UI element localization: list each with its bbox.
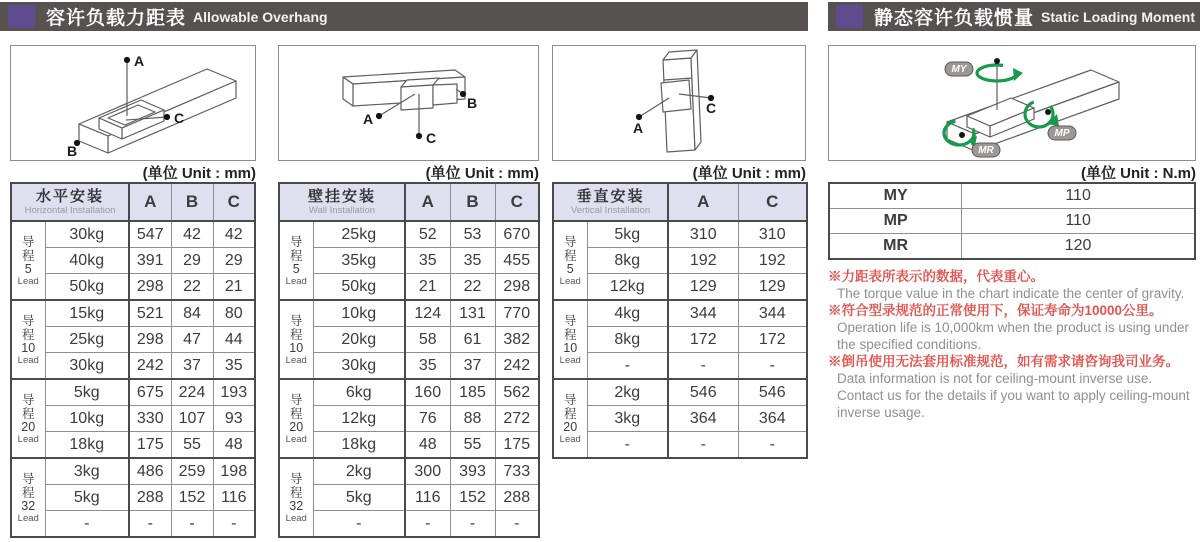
value-cell: 521 — [129, 300, 171, 327]
section-title — [874, 2, 1195, 31]
spec-row — [279, 485, 539, 511]
value-cell: 35 — [405, 248, 450, 274]
spec-row — [279, 432, 539, 459]
my-arrowhead — [1013, 68, 1023, 81]
lead-word: Lead — [285, 354, 307, 366]
lead-word: Lead — [17, 275, 39, 287]
spec-row — [279, 221, 539, 248]
spec-row — [279, 327, 539, 353]
moment-row — [829, 234, 1195, 260]
moment-value-cell: 110 — [962, 183, 1195, 209]
value-cell: 242 — [495, 353, 539, 380]
load-cell: 6kg — [313, 379, 405, 406]
unit-label-nm: (单位 Unit : N.m) — [1081, 165, 1196, 182]
load-cell: 2kg — [313, 458, 405, 485]
col-header-C: C — [495, 183, 539, 221]
lead-char: 导 — [289, 313, 303, 328]
spec-row — [553, 300, 807, 327]
col-header-A: A — [668, 183, 738, 221]
value-cell: 55 — [171, 432, 213, 459]
moment-value-cell: 110 — [962, 209, 1195, 234]
section-title — [46, 2, 328, 31]
table-title-en: Vertical Installation — [570, 205, 651, 216]
lead-char: 程 — [21, 327, 35, 342]
value-cell: 42 — [213, 221, 255, 248]
value-cell: 21 — [405, 274, 450, 301]
value-cell: 310 — [668, 221, 738, 248]
badge-mr: MR — [978, 145, 994, 156]
value-cell: 364 — [738, 406, 807, 432]
lead-char: 导 — [21, 392, 35, 407]
value-cell: 172 — [738, 327, 807, 353]
label-c: C — [706, 100, 717, 116]
value-cell: 185 — [450, 379, 495, 406]
load-cell: 3kg — [587, 406, 668, 432]
overhang-table-vertical — [552, 182, 808, 459]
value-cell: 22 — [171, 274, 213, 301]
lead-group-cell — [11, 458, 45, 537]
value-cell: 192 — [738, 248, 807, 274]
lead-number: 5 — [566, 261, 574, 276]
spec-row — [11, 458, 255, 485]
spec-row — [279, 353, 539, 380]
lead-char: 导 — [289, 392, 303, 407]
lead-group-cell — [11, 300, 45, 379]
load-cell: 35kg — [313, 248, 405, 274]
value-cell: 300 — [405, 458, 450, 485]
load-cell: 30kg — [45, 221, 129, 248]
value-cell: 272 — [495, 406, 539, 432]
value-cell: 382 — [495, 327, 539, 353]
load-cell: 10kg — [45, 406, 129, 432]
value-cell: - — [213, 511, 255, 538]
load-cell: 8kg — [587, 248, 668, 274]
load-cell: 50kg — [45, 274, 129, 301]
load-cell: 5kg — [45, 485, 129, 511]
label-a: A — [633, 120, 644, 136]
value-cell: 393 — [450, 458, 495, 485]
load-cell: 50kg — [313, 274, 405, 301]
value-cell: 310 — [738, 221, 807, 248]
spec-row — [11, 300, 255, 327]
lead-char: 程 — [289, 327, 303, 342]
value-cell: 546 — [738, 379, 807, 406]
section-title-en: Static Loading Moment — [1041, 8, 1196, 25]
moment-row — [829, 183, 1195, 209]
value-cell: - — [668, 432, 738, 459]
note-en: The torque value in the chart indicate the center of gravity. — [837, 286, 1185, 301]
value-cell: 298 — [129, 327, 171, 353]
lead-char: 程 — [289, 406, 303, 421]
load-cell: 40kg — [45, 248, 129, 274]
value-cell: - — [129, 511, 171, 538]
value-cell: 224 — [171, 379, 213, 406]
spec-row — [279, 406, 539, 432]
value-cell: 129 — [668, 274, 738, 301]
lead-number: 32 — [289, 498, 304, 513]
point-c-dot — [164, 114, 170, 120]
table-title-en: Wall Installation — [308, 205, 376, 216]
col-header-A: A — [405, 183, 450, 221]
load-cell: 12kg — [587, 274, 668, 301]
lead-char: 程 — [21, 485, 35, 500]
header-accent-square — [8, 5, 35, 28]
col-header-B: B — [450, 183, 495, 221]
moment-label-cell: MP — [829, 209, 962, 234]
table-title-zh: 水平安装 — [36, 188, 105, 205]
col-header-C: C — [738, 183, 807, 221]
lead-char: 导 — [563, 313, 577, 328]
value-cell: 160 — [405, 379, 450, 406]
value-cell: 76 — [405, 406, 450, 432]
load-cell: 5kg — [587, 221, 668, 248]
spec-row — [279, 511, 539, 538]
point-a-dot — [376, 113, 382, 119]
load-cell: 30kg — [45, 353, 129, 380]
lead-number: 5 — [24, 261, 32, 276]
value-cell: 546 — [668, 379, 738, 406]
lead-number: 20 — [563, 419, 578, 434]
value-cell: 547 — [129, 221, 171, 248]
lead-group-cell — [279, 221, 313, 300]
value-cell: 192 — [668, 248, 738, 274]
table-title-en: Horizontal Installation — [24, 205, 116, 216]
point-a-dot — [124, 57, 130, 63]
lead-group-cell — [279, 300, 313, 379]
load-cell: 10kg — [313, 300, 405, 327]
spec-row — [279, 300, 539, 327]
lead-word: Lead — [285, 512, 307, 524]
lead-word: Lead — [17, 354, 39, 366]
badge-my: MY — [951, 64, 967, 75]
load-cell: 3kg — [45, 458, 129, 485]
value-cell: 29 — [171, 248, 213, 274]
horizontal-actuator-drawing — [11, 46, 255, 160]
section-title-en: Allowable Overhang — [193, 8, 328, 25]
value-cell: 455 — [495, 248, 539, 274]
value-cell: 37 — [450, 353, 495, 380]
col-header-A: A — [129, 183, 171, 221]
value-cell: 288 — [129, 485, 171, 511]
load-cell: - — [313, 511, 405, 538]
load-cell: 4kg — [587, 300, 668, 327]
lead-group-cell — [553, 221, 587, 300]
value-cell: 21 — [213, 274, 255, 301]
value-cell: 53 — [450, 221, 495, 248]
value-cell: 116 — [405, 485, 450, 511]
value-cell: - — [171, 511, 213, 538]
spec-row — [553, 248, 807, 274]
diagram-horizontal-installation — [10, 45, 256, 161]
spec-row — [11, 353, 255, 380]
moment-label-cell: MR — [829, 234, 962, 260]
lead-word: Lead — [17, 512, 39, 524]
lead-group-cell — [279, 379, 313, 458]
table-title-zh: 壁挂安装 — [308, 188, 377, 205]
note-en: Operation life is 10,000km when the product is using under the specified conditions. — [837, 320, 1189, 352]
value-cell: 344 — [738, 300, 807, 327]
value-cell: - — [738, 353, 807, 380]
value-cell: 22 — [450, 274, 495, 301]
lead-group-cell — [553, 300, 587, 379]
table-title-cell — [279, 183, 405, 221]
table-title-zh: 垂直安装 — [576, 188, 645, 205]
value-cell: 35 — [405, 353, 450, 380]
load-cell: 20kg — [313, 327, 405, 353]
header-row — [553, 183, 807, 221]
value-cell: - — [405, 511, 450, 538]
diagram-vertical-installation — [552, 45, 806, 161]
unit-label-mm: (单位 Unit : mm) — [142, 165, 256, 182]
value-cell: - — [668, 353, 738, 380]
value-cell: 88 — [450, 406, 495, 432]
value-cell: 486 — [129, 458, 171, 485]
lead-number: 10 — [21, 340, 36, 355]
lead-number: 20 — [21, 419, 36, 434]
load-cell: 30kg — [313, 353, 405, 380]
lead-char: 程 — [289, 485, 303, 500]
lead-word: Lead — [559, 354, 581, 366]
lead-char: 导 — [563, 392, 577, 407]
load-cell: 25kg — [45, 327, 129, 353]
value-cell: 330 — [129, 406, 171, 432]
value-cell: 52 — [405, 221, 450, 248]
value-cell: 670 — [495, 221, 539, 248]
lead-number: 10 — [563, 340, 578, 355]
spec-row — [11, 327, 255, 353]
section-title-zh: 容许负载力距表 — [46, 8, 187, 29]
moment-value-cell: 120 — [962, 234, 1195, 260]
load-cell: 8kg — [587, 327, 668, 353]
section-header-allowable-overhang — [0, 2, 808, 31]
value-cell: 55 — [450, 432, 495, 459]
value-cell: 562 — [495, 379, 539, 406]
lead-char: 程 — [563, 406, 577, 421]
load-cell: 15kg — [45, 300, 129, 327]
lead-number: 5 — [292, 261, 300, 276]
spec-row — [11, 221, 255, 248]
load-cell: 2kg — [587, 379, 668, 406]
value-cell: 129 — [738, 274, 807, 301]
value-cell: 84 — [171, 300, 213, 327]
mp-axis-dot — [1045, 109, 1051, 115]
value-cell: 198 — [213, 458, 255, 485]
value-cell: 172 — [668, 327, 738, 353]
lead-char: 程 — [21, 248, 35, 263]
value-cell: 80 — [213, 300, 255, 327]
value-cell: 37 — [171, 353, 213, 380]
table-horizontal-installation — [10, 182, 256, 538]
header-row — [279, 183, 539, 221]
value-cell: 364 — [668, 406, 738, 432]
spec-row — [11, 511, 255, 538]
note-zh: ※力距表所表示的数据，代表重心。 — [828, 269, 1044, 284]
label-b: B — [67, 143, 78, 159]
point-c-dot — [416, 133, 422, 139]
table-static-loading-moment — [828, 182, 1196, 260]
point-b-dot — [460, 91, 466, 97]
table-wall-installation — [278, 182, 539, 538]
value-cell: 61 — [450, 327, 495, 353]
lead-word: Lead — [559, 275, 581, 287]
value-cell: 298 — [129, 274, 171, 301]
spec-row — [11, 432, 255, 459]
moment-table — [828, 182, 1196, 260]
label-c: C — [426, 130, 437, 146]
spec-row — [11, 406, 255, 432]
lead-char: 程 — [563, 248, 577, 263]
diagram-wall-installation — [278, 45, 539, 161]
note-zh: ※符合型录规范的正常使用下，保证寿命为10000公里。 — [828, 303, 1163, 318]
overhang-table-horizontal — [10, 182, 256, 538]
value-cell: - — [738, 432, 807, 459]
note-en: Data information is not for ceiling-mount inverse use. Contact us for the details if you want to apply ceiling-mount inverse usage. — [837, 371, 1190, 420]
my-axis-dot — [994, 58, 1000, 64]
value-cell: 193 — [213, 379, 255, 406]
lead-group-cell — [11, 221, 45, 300]
value-cell: 42 — [171, 221, 213, 248]
spec-row — [11, 379, 255, 406]
load-cell: 12kg — [313, 406, 405, 432]
value-cell: 93 — [213, 406, 255, 432]
label-a: A — [134, 53, 145, 69]
badge-mp: MP — [1054, 128, 1070, 139]
value-cell: 48 — [405, 432, 450, 459]
moment-row — [829, 209, 1195, 234]
header-accent-square — [836, 5, 863, 28]
col-header-B: B — [171, 183, 213, 221]
moment-label-cell: MY — [829, 183, 962, 209]
lead-word: Lead — [285, 433, 307, 445]
lead-char: 导 — [21, 471, 35, 486]
lead-char: 程 — [21, 406, 35, 421]
header-row — [11, 183, 255, 221]
moment-actuator-drawing — [829, 46, 1195, 160]
lead-number: 32 — [21, 498, 36, 513]
value-cell: 242 — [129, 353, 171, 380]
wall-actuator-drawing — [279, 46, 538, 160]
label-b: B — [467, 95, 478, 111]
value-cell: 47 — [171, 327, 213, 353]
col-header-C: C — [213, 183, 255, 221]
value-cell: 259 — [171, 458, 213, 485]
value-cell: 131 — [450, 300, 495, 327]
value-cell: - — [450, 511, 495, 538]
value-cell: 770 — [495, 300, 539, 327]
value-cell: 48 — [213, 432, 255, 459]
section-header-static-loading-moment — [828, 2, 1200, 31]
diagram-static-loading-moment — [828, 45, 1196, 161]
value-cell: 298 — [495, 274, 539, 301]
spec-row — [553, 406, 807, 432]
vertical-actuator-drawing — [553, 46, 805, 160]
value-cell: 391 — [129, 248, 171, 274]
load-cell: - — [587, 432, 668, 459]
value-cell: 35 — [450, 248, 495, 274]
value-cell: 175 — [495, 432, 539, 459]
value-cell: - — [495, 511, 539, 538]
value-cell: 116 — [213, 485, 255, 511]
lead-char: 程 — [289, 248, 303, 263]
value-cell: 675 — [129, 379, 171, 406]
spec-row — [553, 353, 807, 380]
spec-row — [553, 274, 807, 301]
value-cell: 733 — [495, 458, 539, 485]
lead-number: 10 — [289, 340, 304, 355]
load-cell: - — [587, 353, 668, 380]
load-cell: 5kg — [313, 485, 405, 511]
table-vertical-installation — [552, 182, 806, 459]
lead-group-cell — [553, 379, 587, 458]
label-c: C — [174, 110, 185, 126]
value-cell: 107 — [171, 406, 213, 432]
section-title-zh: 静态容许负载惯量 — [874, 8, 1035, 29]
footnotes — [828, 268, 1200, 421]
spec-row — [553, 327, 807, 353]
value-cell: 344 — [668, 300, 738, 327]
lead-group-cell — [11, 379, 45, 458]
spec-row — [11, 248, 255, 274]
table-title-cell — [11, 183, 129, 221]
spec-row — [279, 458, 539, 485]
lead-char: 导 — [289, 471, 303, 486]
spec-row — [279, 379, 539, 406]
lead-word: Lead — [17, 433, 39, 445]
overhang-table-wall — [278, 182, 540, 538]
table-title-cell — [553, 183, 668, 221]
unit-label-mm: (单位 Unit : mm) — [425, 165, 539, 182]
value-cell: 35 — [213, 353, 255, 380]
value-cell: 288 — [495, 485, 539, 511]
value-cell: 175 — [129, 432, 171, 459]
unit-label-mm: (单位 Unit : mm) — [692, 165, 806, 182]
load-cell: 18kg — [313, 432, 405, 459]
spec-row — [279, 274, 539, 301]
value-cell: 44 — [213, 327, 255, 353]
lead-char: 导 — [563, 234, 577, 249]
lead-word: Lead — [285, 275, 307, 287]
value-cell: 58 — [405, 327, 450, 353]
lead-char: 导 — [21, 313, 35, 328]
load-cell: - — [45, 511, 129, 538]
spec-row — [11, 485, 255, 511]
spec-row — [553, 221, 807, 248]
spec-row — [11, 274, 255, 301]
value-cell: 152 — [171, 485, 213, 511]
note-zh: ※倒吊使用无法套用标准规范，如有需求请咨询我司业务。 — [828, 354, 1179, 369]
value-cell: 152 — [450, 485, 495, 511]
label-a: A — [363, 111, 374, 127]
lead-number: 20 — [289, 419, 304, 434]
value-cell: 29 — [213, 248, 255, 274]
value-cell: 124 — [405, 300, 450, 327]
spec-row — [553, 379, 807, 406]
load-cell: 25kg — [313, 221, 405, 248]
lead-char: 导 — [21, 234, 35, 249]
load-cell: 18kg — [45, 432, 129, 459]
spec-row — [553, 432, 807, 459]
lead-word: Lead — [559, 433, 581, 445]
spec-row — [279, 248, 539, 274]
load-cell: 5kg — [45, 379, 129, 406]
mr-axis-dot — [959, 132, 965, 138]
lead-group-cell — [279, 458, 313, 537]
lead-char: 程 — [563, 327, 577, 342]
lead-char: 导 — [289, 234, 303, 249]
